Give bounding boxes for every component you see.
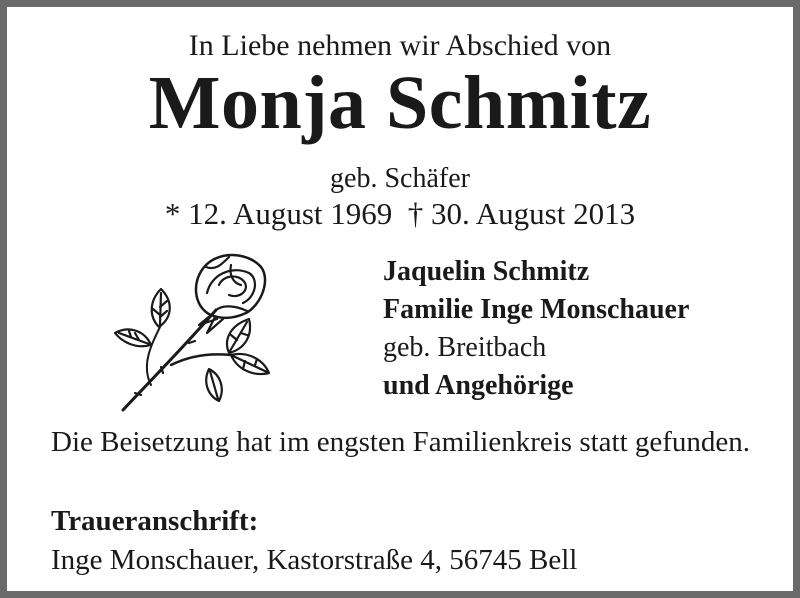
address-label: Traueranschrift: xyxy=(51,505,259,537)
deceased-name: Monja Schmitz xyxy=(148,61,652,145)
mourning-address: Inge Monschauer, Kastorstraße 4, 56745 Bell xyxy=(51,544,578,576)
birth-date: * 12. August 1969 xyxy=(164,196,393,231)
maiden-name: geb. Schäfer xyxy=(330,163,470,194)
intro-line: In Liebe nehmen wir Abschied von xyxy=(188,29,612,62)
mourner-family: Familie Inge Monschauer xyxy=(383,294,690,325)
rose-icon xyxy=(111,245,281,415)
mourner-maiden-name: geb. Breitbach xyxy=(383,332,547,363)
burial-note: Die Beisetzung hat im engsten Familienkreis statt gefunden. xyxy=(51,426,751,458)
mourner-relatives: und Angehörige xyxy=(383,370,574,401)
life-dates xyxy=(7,196,793,232)
mourner-name: Jaquelin Schmitz xyxy=(383,256,590,287)
mourners-block xyxy=(383,253,689,405)
death-date: † 30. August 2013 xyxy=(407,196,636,231)
